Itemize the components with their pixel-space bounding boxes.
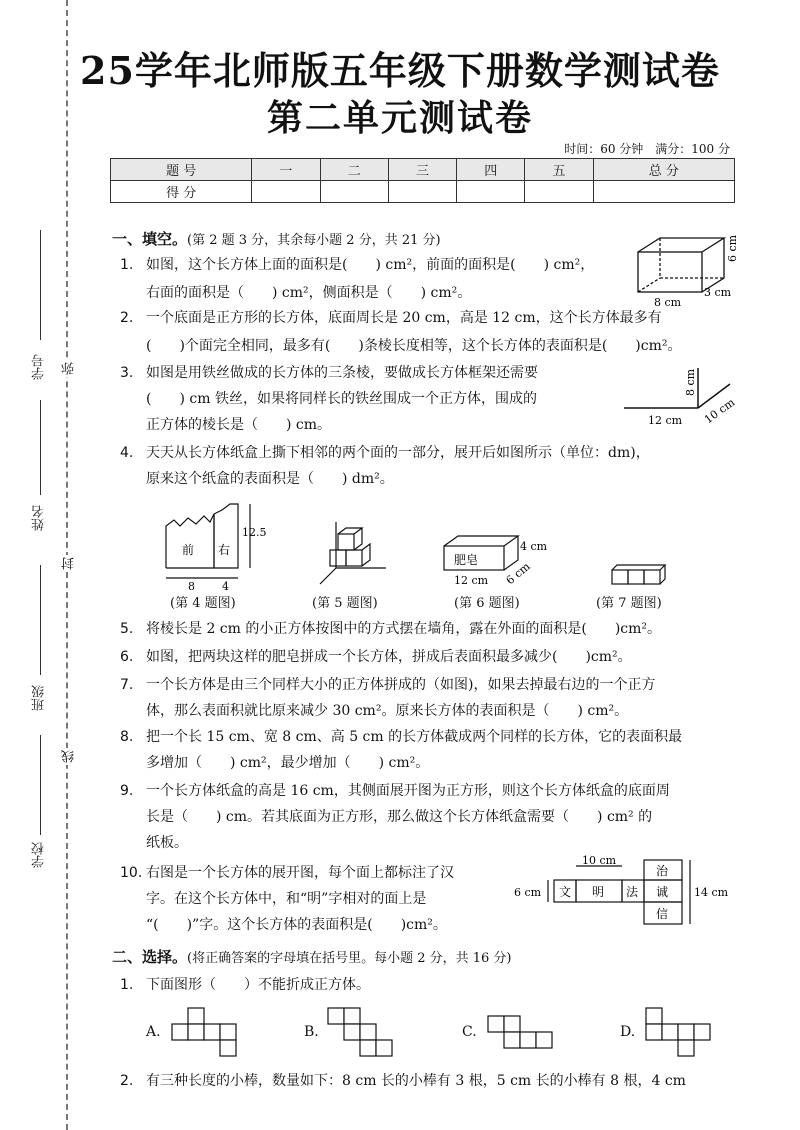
question-number: 10. [120, 865, 143, 881]
score-input[interactable] [252, 181, 320, 203]
time-info: 时间：60 分钟 满分：100 分 [564, 142, 730, 156]
question-1-line2: 右面的面积是（ ) cm²，侧面积是（ ) cm²。 [146, 285, 472, 301]
score-input[interactable] [320, 181, 388, 203]
figure-q7-three-cubes [608, 562, 668, 588]
question-text: 将棱长是 2 cm 的小正方体按图中的方式摆在墙角，露在外面的面积是( )cm²。 [146, 621, 662, 637]
section-1-heading [112, 228, 441, 249]
fig1-height-label: 6 cm [726, 234, 739, 262]
fig10-right-label: 14 cm [694, 886, 729, 899]
question-3-line3: 正方体的棱长是（ ) cm。 [146, 417, 332, 433]
fig-caption-q7: (第 7 题图) [596, 596, 662, 611]
fig1-length-label: 8 cm [654, 296, 682, 309]
question-9-line3: 纸板。 [146, 835, 188, 851]
fig-caption-q6: (第 6 题图) [454, 596, 520, 611]
question-number: 2. [120, 1073, 134, 1089]
question-text: 如图，这个长方体上面的面积是( ) cm²，前面的面积是( ) cm²， [146, 257, 595, 273]
question-number: 1. [120, 977, 134, 993]
question-2-line2: ( )个面完全相同，最多有( )条棱长度相等，这个长方体的表面积是( )cm²。 [146, 338, 682, 354]
score-cell: 题 号 [111, 159, 252, 181]
question-number: 1. [120, 257, 134, 273]
question-text: 右图是一个长方体的展开图，每个面上都标注了汉 [146, 865, 454, 881]
fig6-width-label: 6 cm [503, 559, 533, 588]
fig4-height-label: 12.5 [242, 526, 267, 539]
seal-char-xian: 线 [62, 750, 77, 763]
question-7-line2: 体，那么表面积就比原来减少 30 cm²。原来长方体的表面积是（ ) cm²。 [146, 703, 629, 719]
fig1-width-label: 3 cm [704, 286, 732, 299]
question-2 [120, 303, 662, 333]
fill-line-student-number [40, 230, 41, 340]
option-c-net [484, 1006, 560, 1060]
fill-line-school [40, 735, 41, 835]
page-title: 25学年北师版五年级下册数学测试卷 [80, 48, 720, 93]
option-d-net [642, 1004, 718, 1064]
seal-char-mi: 弥 [62, 362, 77, 375]
figure-q10-net [512, 852, 738, 932]
question-4-line2: 原来这个纸盒的表面积是（ ) dm²。 [146, 471, 394, 487]
fig10-left-label: 6 cm [514, 886, 542, 899]
figure-q5-cubes-corner [316, 518, 396, 590]
question-10-line3: “( )”字。这个长方体的表面积是( )cm²。 [146, 917, 447, 933]
section-1-note: (第 2 题 3 分，其余每小题 2 分，共 21 分) [187, 233, 441, 248]
fig6-soap-label: 肥皂 [454, 553, 479, 567]
score-table [110, 158, 735, 203]
fig4-front-label: 前 [182, 543, 195, 557]
fig10-face: 法 [626, 885, 639, 899]
fig3-height-label: 8 cm [684, 368, 697, 396]
score-input[interactable] [457, 181, 525, 203]
score-cell: 三 [388, 159, 456, 181]
question-text: 下面图形（ ）不能折成正方体。 [146, 977, 370, 993]
fig-caption-q4: (第 4 题图) [170, 596, 236, 611]
option-d-label[interactable]: D. [620, 1024, 636, 1040]
score-cell: 一 [252, 159, 320, 181]
field-name: 姓名 [32, 505, 47, 531]
fig6-height-label: 4 cm [520, 540, 548, 553]
option-a-net [168, 1006, 244, 1060]
figure-q3-edges [618, 360, 738, 430]
question-9-line2: 长是（ ) cm。若其底面为正方形，那么做这个长方体纸盒需要（ ) cm² 的 [146, 809, 653, 825]
question-text: 天天从长方体纸盒上撕下相邻的两个面的一部分，展开后如图所示（单位：dm)， [146, 445, 650, 461]
score-input[interactable] [525, 181, 593, 203]
question-number: 5. [120, 621, 134, 637]
s2-question-2 [120, 1066, 686, 1096]
fig4-b-label: 4 [222, 580, 229, 593]
question-6 [120, 642, 632, 672]
fig-caption-q5: (第 5 题图) [312, 596, 378, 611]
question-8-line2: 多增加（ ) cm²，最少增加（ ) cm²。 [146, 755, 430, 771]
figure-q4-net [160, 496, 270, 593]
figure-q1-cuboid [632, 232, 742, 310]
fig3-length-label: 12 cm [648, 414, 683, 427]
score-cell: 总 分 [593, 159, 734, 181]
fill-line-class [40, 565, 41, 675]
option-c-label[interactable]: C. [462, 1024, 477, 1040]
score-input[interactable] [388, 181, 456, 203]
question-text: 一个长方体纸盒的高是 16 cm，其侧面展开图为正方形，则这个长方体纸盒的底面周 [146, 783, 670, 799]
score-input[interactable] [593, 181, 734, 203]
question-number: 6. [120, 649, 134, 665]
question-number: 2. [120, 310, 134, 326]
field-student-number: 学号 [32, 354, 47, 380]
question-text: 一个底面是正方形的长方体，底面周长是 20 cm，高是 12 cm，这个长方体最多有 [146, 310, 662, 326]
page-subtitle: 第二单元测试卷 [266, 97, 533, 139]
question-number: 7. [120, 677, 134, 693]
question-5 [120, 614, 661, 644]
question-number: 9. [120, 783, 134, 799]
fill-line-name [40, 400, 41, 495]
fig10-face: 诚 [656, 885, 669, 899]
option-b-net [324, 1006, 400, 1060]
figure-q6-soap [440, 530, 550, 590]
question-text: 如图是用铁丝做成的长方体的三条棱，要做成长方体框架还需要 [146, 365, 538, 381]
question-text: 有三种长度的小棒，数量如下：8 cm 长的小棒有 3 根，5 cm 长的小棒有 8 根，4 cm [146, 1073, 686, 1089]
fig10-face: 信 [656, 907, 669, 921]
seal-char-feng: 封 [62, 557, 77, 570]
field-class: 班级 [32, 685, 47, 711]
score-cell: 五 [525, 159, 593, 181]
question-text: 一个长方体是由三个同样大小的正方体拼成的（如图)，如果去掉最右边的一个正方 [146, 677, 656, 693]
question-1 [120, 250, 594, 280]
option-b-label[interactable]: B. [304, 1024, 319, 1040]
option-a-label[interactable]: A. [146, 1024, 161, 1040]
fig10-top-label: 10 cm [582, 854, 617, 867]
fig4-right-label: 右 [218, 543, 231, 557]
fig10-face: 明 [592, 885, 605, 899]
question-number: 8. [120, 729, 134, 745]
question-3-line2: ( ) cm 铁丝，如果将同样长的铁丝围成一个正方体，围成的 [146, 391, 537, 407]
question-text: 把一个长 15 cm、宽 8 cm、高 5 cm 的长方体截成两个同样的长方体，它的表面积最 [146, 729, 683, 745]
question-number: 3. [120, 365, 134, 381]
fig10-face: 治 [656, 864, 669, 878]
section-2-heading [112, 946, 512, 967]
score-cell: 得 分 [111, 181, 252, 203]
section-2-note: (将正确答案的字母填在括号里。每小题 2 分，共 16 分) [187, 951, 512, 966]
s2-question-1 [120, 970, 370, 1000]
section-2-title: 二、选择。 [112, 948, 188, 966]
fig10-face: 文 [559, 885, 572, 899]
question-text: 如图，把两块这样的肥皂拼成一个长方体，拼成后表面积最多减少( )cm²。 [146, 649, 632, 665]
score-cell: 四 [457, 159, 525, 181]
fig3-width-label: 10 cm [701, 395, 738, 427]
fig4-a-label: 8 [188, 580, 195, 593]
section-1-title: 一、填空。 [112, 230, 188, 248]
fig6-length-label: 12 cm [454, 574, 489, 587]
score-cell: 二 [320, 159, 388, 181]
field-school: 学校 [32, 842, 47, 868]
question-10-line2: 字。在这个长方体中，和“明”字相对的面上是 [146, 891, 427, 907]
question-number: 4. [120, 445, 134, 461]
